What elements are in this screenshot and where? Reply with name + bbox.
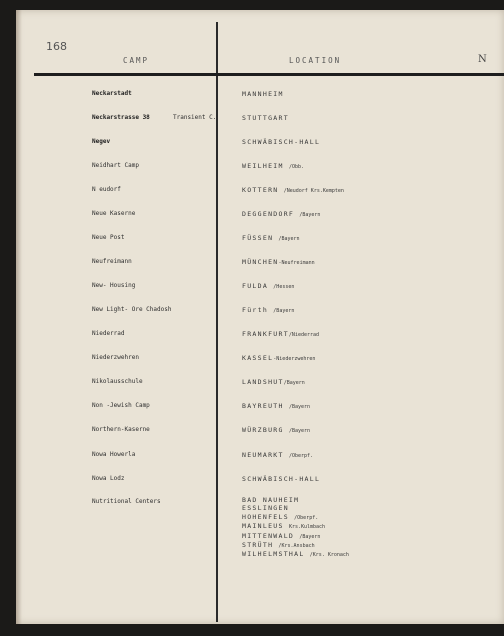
location-detail: /Oberpf.	[288, 453, 314, 459]
location-detail: /Bayern	[273, 308, 295, 314]
location-detail: -Neufreimann	[278, 260, 315, 266]
location-name: Fürth	[242, 306, 269, 314]
location-line	[242, 504, 349, 512]
camp-name: Niederzwehren	[92, 354, 139, 361]
location-name: MANNHEIM	[242, 90, 284, 98]
location-cell	[242, 378, 305, 386]
location-cell	[242, 114, 289, 122]
location-line	[242, 496, 349, 504]
location-cell	[242, 90, 284, 98]
location-name: WÜRZBURG	[242, 426, 284, 434]
location-name: DEGGENDORF	[242, 210, 295, 218]
location-detail: /Krs.Ansbach	[278, 543, 315, 550]
camp-name: Nutritional Centers	[92, 498, 161, 505]
camp-name: Non -Jewish Camp	[92, 402, 150, 409]
location-cell	[242, 451, 313, 459]
camp-name: Neckarstrasse 38	[92, 114, 150, 121]
location-cell	[242, 258, 315, 266]
document-page	[16, 10, 504, 624]
location-detail: /Niederrad	[288, 332, 320, 338]
header-rule	[34, 73, 504, 76]
camp-name: Negev	[92, 138, 111, 145]
location-detail: Krs.Kulmbach	[288, 524, 326, 531]
location-line	[242, 550, 349, 559]
camp-name: Neidhart Camp	[92, 162, 139, 169]
location-name: BAYREUTH	[242, 402, 284, 410]
location-cell	[242, 210, 320, 218]
camp-name: New Light- Ore Chadosh	[92, 306, 172, 313]
corner-mark: N	[478, 54, 487, 65]
location-detail: /Oberpf.	[294, 514, 319, 521]
camp-name: Niederrad	[92, 330, 125, 337]
location-name: STUTTGART	[242, 114, 289, 122]
location-list	[242, 496, 349, 560]
location-cell	[242, 475, 320, 483]
location-detail: /Bayern	[278, 236, 300, 242]
location-name: KOTTERN	[242, 186, 279, 194]
camp-name: Northern-Kaserne	[92, 426, 150, 433]
camp-name: N eudorf	[92, 186, 121, 193]
location-cell	[242, 282, 294, 290]
location-detail: -Niederzwehren	[273, 356, 316, 362]
location-name: WEILHEIM	[242, 162, 284, 170]
camp-name: Neue Kaserne	[92, 210, 136, 217]
camp-note: Transient C.	[173, 114, 217, 121]
location-line	[242, 532, 349, 541]
location-name: SCHWÄBISCH-HALL	[242, 475, 321, 483]
location-name: SCHWÄBISCH-HALL	[242, 138, 321, 146]
camp-name: Neufreimann	[92, 258, 132, 265]
location-name: MAINLEUS	[242, 522, 284, 531]
camp-name: Neckarstadt	[92, 90, 132, 97]
location-name: STRÜTH	[242, 541, 274, 550]
location-name: MITTENWALD	[242, 531, 295, 540]
location-name: HOHENFELS	[242, 512, 289, 521]
location-name: NEUMARKT	[242, 451, 284, 459]
location-cell	[242, 330, 319, 338]
location-cell	[242, 138, 320, 146]
location-name: FÜSSEN	[242, 234, 274, 242]
location-name: FRANKFURT	[242, 330, 289, 338]
location-detail: /Obb.	[288, 164, 304, 170]
location-name: KASSEL	[242, 354, 274, 362]
location-cell	[242, 162, 304, 170]
location-detail: /Bayern	[288, 404, 311, 410]
camp-name: New- Housing	[92, 282, 136, 289]
location-name: MÜNCHEN	[242, 258, 279, 266]
location-cell	[242, 426, 310, 434]
camp-name: Nowa Howerla	[92, 451, 136, 458]
location-detail: /Hessen	[273, 284, 295, 290]
location-cell	[242, 234, 300, 242]
column-divider	[216, 22, 218, 622]
camp-name: Nowa Lodz	[92, 475, 125, 482]
location-detail: /Bayern	[288, 428, 311, 434]
location-detail: /Neudorf Krs.Kempten	[283, 188, 344, 194]
location-detail: /Krs. Kronach	[309, 552, 349, 559]
page-number: 168	[46, 40, 67, 53]
location-line	[242, 522, 349, 531]
location-cell	[242, 402, 310, 410]
location-cell	[242, 354, 315, 362]
location-name: WILHELMSTHAL	[242, 550, 305, 559]
location-detail: /Bayern	[283, 380, 305, 386]
location-name: ESSLINGEN	[242, 504, 289, 513]
location-name: LANDSHUT	[242, 378, 284, 386]
location-column-header: LOCATION	[289, 56, 342, 65]
camp-column-header: CAMP	[123, 56, 150, 65]
location-line	[242, 541, 349, 550]
location-cell	[242, 306, 294, 314]
location-line	[242, 513, 349, 522]
location-detail: /Bayern	[299, 212, 321, 218]
location-name: BAD NAUHEIM	[242, 496, 300, 504]
location-detail: /Bayern	[299, 533, 321, 540]
location-cell	[242, 186, 344, 194]
camp-name: Neue Post	[92, 234, 125, 241]
camp-name: Nikolausschule	[92, 378, 143, 385]
location-name: FULDA	[242, 282, 269, 290]
